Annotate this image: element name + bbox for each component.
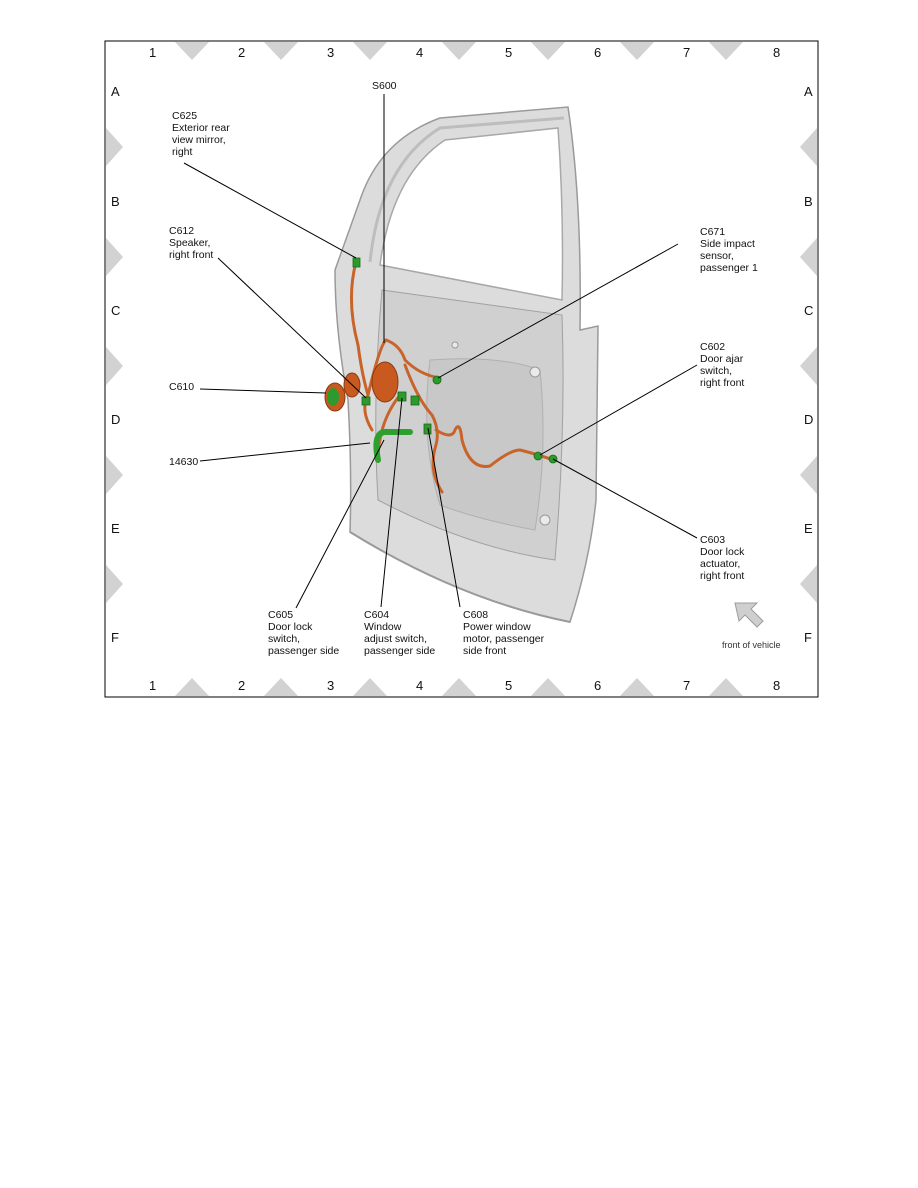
label-line: actuator, [700,558,741,570]
label-line: Door lock [700,546,745,558]
speaker-component [372,362,398,402]
col-label: 3 [327,45,335,60]
row-label: B [804,194,813,209]
label-line: side front [463,645,507,657]
col-label: 4 [416,45,424,60]
col-label: 7 [683,45,691,60]
label-line: right front [700,377,745,389]
col-label: 6 [594,678,602,693]
row-label: D [804,412,814,427]
label-line: C602 [700,341,726,353]
label-line: Window [364,621,402,633]
row-label: F [111,630,119,645]
col-label: 4 [416,678,424,693]
col-label: 8 [773,45,781,60]
col-label: 8 [773,678,781,693]
label-line: C671 [700,226,726,238]
label-line: passenger 1 [700,262,758,274]
row-label: A [111,84,120,99]
label-c610 [169,381,194,393]
label-line: C608 [463,609,489,621]
label-line: adjust switch, [364,633,428,645]
col-label: 2 [238,45,246,60]
label-line: right [172,146,193,158]
label-line: sensor, [700,250,734,262]
label-line: C605 [268,609,294,621]
col-label: 6 [594,45,602,60]
label-line: right front [169,249,214,261]
row-label: C [804,303,814,318]
col-label: 1 [149,678,157,693]
label-line: passenger side [268,645,340,657]
label-line: switch, [268,633,301,645]
row-label: F [804,630,812,645]
label-line: Speaker, [169,237,211,249]
front-of-vehicle-label: front of vehicle [722,640,781,650]
panel-recess [427,359,543,530]
label-line: C612 [169,225,195,237]
label-line: Exterior rear [172,122,230,134]
row-label: E [111,521,120,536]
row-label: D [111,412,121,427]
label-line: switch, [700,365,733,377]
row-label: B [111,194,120,209]
label-line: C604 [364,609,390,621]
label-line: 14630 [169,456,199,468]
label-line: Side impact [700,238,755,250]
label-line: Door ajar [700,353,744,365]
col-label: 7 [683,678,691,693]
col-label: 5 [505,678,513,693]
row-label: A [804,84,813,99]
label-line: S600 [372,80,397,92]
label-line: Power window [463,621,531,633]
label-line: view mirror, [172,134,226,146]
label-line: Door lock [268,621,313,633]
label-line: C625 [172,110,198,122]
label-line: right front [700,570,745,582]
label-line: C610 [169,381,195,393]
label-14630 [169,456,198,468]
label-line: passenger side [364,645,436,657]
row-label: E [804,521,813,536]
label-line: motor, passenger [463,633,545,645]
col-label: 2 [238,678,246,693]
row-label: C [111,303,121,318]
col-label: 1 [149,45,157,60]
label-line: C603 [700,534,726,546]
col-label: 5 [505,45,513,60]
label-s600 [372,80,397,92]
col-label: 3 [327,678,335,693]
